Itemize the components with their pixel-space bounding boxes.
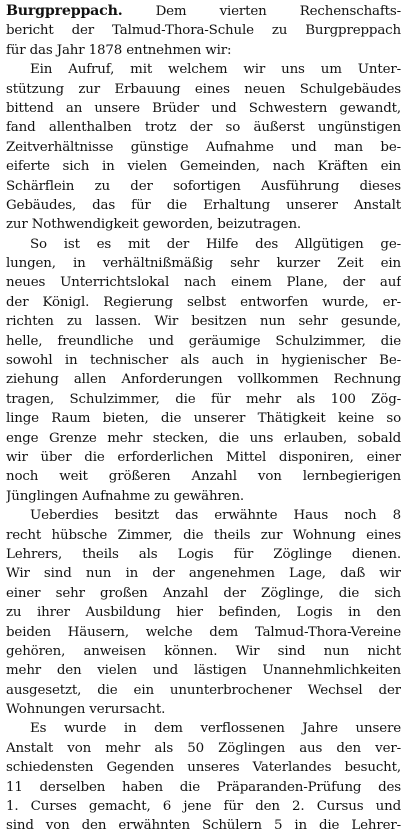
text-line: recht hübsche Zimmer, die theils zur Wohnung eines — [6, 527, 401, 543]
text-line: einer sehr großen Anzahl der Zöglinge, die sich — [6, 585, 401, 601]
text-line: bericht der Talmud-Thora-Schule zu Burgpreppach — [6, 23, 401, 39]
text-line: Wir sind nun in der angenehmen Lage, daß wir — [6, 566, 401, 582]
text-line: sind von den erwähnten Schülern 5 in die Lehrer- — [6, 818, 401, 834]
text-line: Gebäudes, das für die Erhaltung unserer Anstalt — [6, 197, 401, 213]
text-line: der Königl. Regierung selbst entworfen wurde, er- — [6, 294, 401, 310]
text-line: helle, freundliche und geräumige Schulzimmer, die — [6, 333, 401, 349]
newspaper-article — [0, 2, 408, 834]
text-line: Wohnungen verursacht. — [6, 702, 166, 718]
text-line: richten zu lassen. Wir besitzen nun sehr gesunde, — [6, 314, 401, 330]
text-line: Zeitverhältnisse günstige Aufnahme und man be- — [6, 139, 401, 155]
text-line: fand allenthalben trotz der so äußerst ungünstigen — [6, 120, 401, 136]
text-line: Ein Aufruf, mit welchem wir uns um Unter- — [30, 62, 401, 78]
text-line: gehören, anweisen können. Wir sind nun nicht — [6, 643, 401, 659]
text-line: Schärflein zu der sofortigen Ausführung dieses — [6, 178, 401, 194]
text-line: sowohl in technischer als auch in hygienischer Be- — [6, 353, 401, 369]
text-line: Es wurde in dem verflossenen Jahre unsere — [30, 721, 401, 737]
text-line: eiferte sich in vielen Gemeinden, nach Kräften ein — [6, 159, 401, 175]
text-line: lungen, in verhältnißmäßig sehr kurzer Zeit ein — [6, 256, 401, 272]
text-line: linge Raum bieten, die unserer Thätigkeit keine so — [6, 411, 401, 427]
text-line: zu ihrer Ausbildung hier befinden, Logis in den — [6, 605, 401, 621]
text-line: Anstalt von mehr als 50 Zöglingen aus den ver- — [6, 740, 401, 756]
text-line: Jünglingen Aufnahme zu gewähren. — [6, 488, 245, 504]
text-line: neues Unterrichtslokal nach einem Plane, der auf — [6, 275, 401, 291]
text-line: ausgesetzt, die ein ununterbrochener Wechsel der — [6, 682, 401, 698]
text-line: Lehrers, theils als Logis für Zöglinge dienen. — [6, 546, 401, 562]
text-line: tragen, Schulzimmer, die für mehr als 100 Zög- — [6, 391, 401, 407]
text-line: für das Jahr 1878 entnehmen wir: — [6, 42, 232, 58]
text-line: zur Nothwendigkeit geworden, beizutragen. — [6, 217, 302, 233]
text-line: schiedensten Gegenden unseres Vaterlandes besucht, — [6, 760, 401, 776]
text-line: beiden Häusern, welche dem Talmud-Thora-Vereine — [6, 624, 401, 640]
text-line: stützung zur Erbauung eines neuen Schulgebäudes — [6, 81, 401, 97]
text-line: mehr den vielen und lästigen Unannehmlichkeiten — [6, 663, 401, 679]
article-first-line — [6, 2, 401, 21]
article-heading: Burgpreppach. — [6, 3, 123, 19]
text-line: Ueberdies besitzt das erwähnte Haus noch 8 — [30, 508, 401, 524]
text-line: enge Grenze mehr stecken, die uns erlauben, sobald — [6, 430, 401, 446]
text-line: 1. Curses gemacht, 6 jene für den 2. Cursus und — [6, 799, 401, 815]
text-line: ziehung allen Anforderungen vollkommen Rechnung — [6, 372, 401, 388]
text-line: wir über die erforderlichen Mittel disponiren, einer — [6, 449, 401, 465]
text-line: noch weit größeren Anzahl von lernbegierigen — [6, 469, 401, 485]
text-line: 11 derselben haben die Präparanden-Prüfung des — [6, 779, 401, 795]
article-first-line-text: Dem vierten Rechenschafts- — [155, 4, 401, 19]
text-line: bittend an unsere Brüder und Schwestern gewandt, — [6, 100, 401, 116]
text-line: So ist es mit der Hilfe des Allgütigen ge- — [30, 236, 401, 252]
